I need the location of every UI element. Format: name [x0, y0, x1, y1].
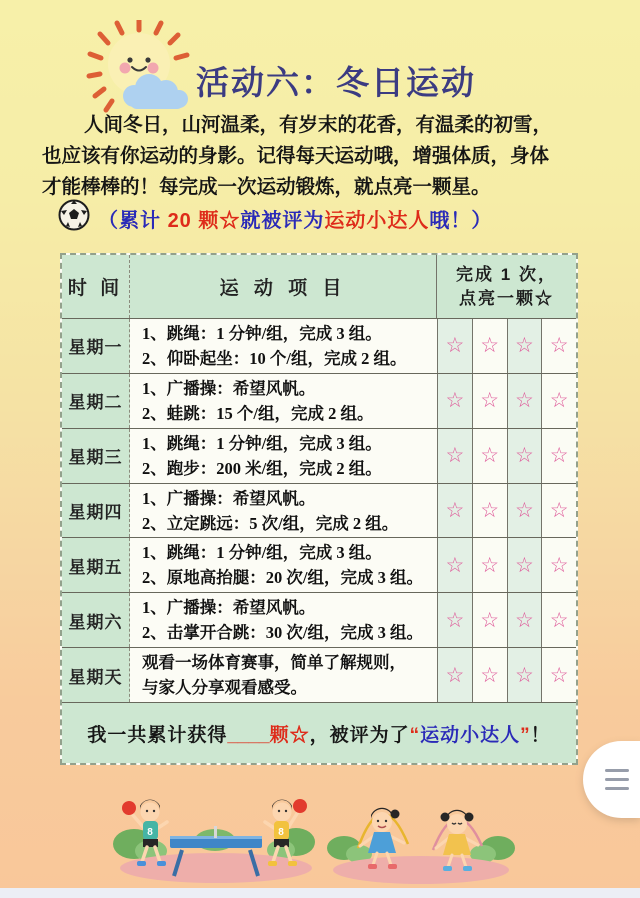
star-icon: ☆: [514, 388, 534, 413]
star-icon: ☆: [480, 388, 500, 413]
star-icon: ☆: [445, 443, 465, 468]
day-label: 星期四: [62, 484, 130, 538]
star-icon: ☆: [480, 607, 500, 632]
hamburger-menu-icon: [605, 769, 629, 790]
star-cell: [472, 429, 507, 483]
star-icon: ☆: [514, 498, 534, 522]
soccer-ball-icon: [58, 199, 90, 237]
activity-cell: [130, 538, 437, 592]
activity-line: 2、跑步：200 米/组，完成 2 组。: [142, 458, 382, 478]
exercise-table: [60, 253, 578, 765]
column-header-activity: 运 动 项 目: [130, 255, 437, 318]
activity-cell: [130, 484, 437, 538]
column-header-time: 时 间: [62, 255, 130, 318]
text-segment: 20 颗: [167, 209, 220, 232]
summary-text: [87, 720, 550, 747]
star-icon: ☆: [480, 498, 500, 522]
activity-line: 1、广播操：希望风帆。: [142, 598, 316, 618]
activity-line: 观看一场体育赛事，简单了解规则，: [142, 653, 406, 673]
star-cell: [472, 593, 507, 647]
text-segment: （累计: [98, 209, 168, 232]
star-cell: [472, 319, 507, 373]
table-row: [62, 593, 576, 648]
star-icon: ☆: [549, 552, 569, 577]
text-segment: ！: [530, 724, 551, 746]
star-cell: [507, 593, 542, 647]
star-cell: [437, 429, 472, 483]
star-cell: [437, 484, 472, 538]
star-cell: [507, 374, 542, 428]
star-icon: ☆: [549, 388, 569, 413]
star-cell: [507, 648, 542, 702]
intro-line: 才能棒棒的！每完成一次运动锻炼，就点亮一颗星。: [42, 177, 491, 198]
star-cell: [541, 648, 576, 702]
text-segment: 就被评为: [240, 209, 325, 232]
text-segment: 颗☆: [269, 724, 310, 746]
star-cell: [541, 593, 576, 647]
text-segment: ____: [227, 724, 270, 746]
star-icon: ☆: [445, 662, 465, 687]
activity-cell: [130, 429, 437, 483]
star-icon: ☆: [445, 333, 465, 358]
text-segment: “: [409, 724, 421, 746]
star-cell: [472, 648, 507, 702]
day-label: 星期一: [62, 319, 130, 373]
table-row: [62, 538, 576, 593]
goal-note-text: [98, 204, 492, 233]
star-cell: [437, 319, 472, 373]
activity-line: 1、跳绳：1 分钟/组，完成 3 组。: [142, 543, 382, 563]
intro-line: 人间冬日，山河温柔，有岁末的花香，有温柔的初雪，: [84, 115, 553, 136]
activity-line: 2、立定跳远：5 次/组，完成 2 组。: [142, 513, 399, 533]
stars-header-line: 点亮一颗☆: [459, 288, 554, 308]
activity-cell: [130, 648, 437, 702]
activity-cell: [130, 319, 437, 373]
star-cell: [437, 648, 472, 702]
star-cell: [541, 319, 576, 373]
star-cell: [472, 484, 507, 538]
star-icon: ☆: [445, 607, 465, 632]
star-cell: [507, 538, 542, 592]
floating-menu-button[interactable]: [583, 741, 640, 818]
table-row: [62, 648, 576, 703]
star-icon: ☆: [480, 443, 500, 468]
activity-line: 2、原地高抬腿：20 次/组，完成 3 组。: [142, 568, 423, 588]
star-cell: [507, 319, 542, 373]
text-segment: 运动小达人: [324, 209, 430, 232]
day-label: 星期三: [62, 429, 130, 483]
text-segment: ☆: [219, 209, 241, 232]
star-icon: ☆: [549, 333, 569, 358]
svg-text:8: 8: [278, 827, 284, 838]
table-tennis-illustration: [110, 784, 322, 893]
star-icon: ☆: [514, 552, 534, 577]
activity-line: 1、广播操：希望风帆。: [142, 488, 316, 508]
table-header-row: [62, 255, 576, 319]
activity-line: 2、仰卧起坐：10 个/组，完成 2 组。: [142, 348, 407, 368]
goal-note: [58, 199, 492, 237]
intro-paragraph: [42, 110, 602, 203]
star-icon: ☆: [445, 388, 465, 413]
star-cell: [472, 538, 507, 592]
text-segment: 我一共累计获得: [87, 724, 228, 746]
stars-header-line: 完成 1 次，: [456, 264, 557, 284]
star-cell: [541, 538, 576, 592]
star-icon: ☆: [445, 498, 465, 522]
table-body: [62, 319, 576, 703]
day-label: 星期二: [62, 374, 130, 428]
star-icon: ☆: [549, 443, 569, 468]
star-icon: ☆: [514, 662, 534, 687]
text-segment: ”: [520, 724, 531, 746]
activity-line: 2、蛙跳：15 个/组，完成 2 组。: [142, 403, 374, 423]
table-row: [62, 484, 576, 539]
summary-row: [62, 703, 576, 763]
activity-line: 1、广播操：希望风帆。: [142, 378, 316, 398]
text-segment: 运动小达人: [420, 724, 521, 746]
star-icon: ☆: [514, 443, 534, 468]
text-segment: 哦！）: [429, 209, 493, 232]
star-cell: [541, 374, 576, 428]
svg-text:8: 8: [147, 827, 153, 838]
star-cell: [437, 538, 472, 592]
intro-line: 也应该有你运动的身影。记得每天运动哦，增强体质，身体: [42, 146, 550, 167]
activity-line: 与家人分享观看感受。: [142, 678, 307, 698]
star-cell: [472, 374, 507, 428]
star-icon: ☆: [514, 333, 534, 358]
activity-line: 1、跳绳：1 分钟/组，完成 3 组。: [142, 323, 382, 343]
star-icon: ☆: [514, 607, 534, 632]
day-label: 星期天: [62, 648, 130, 702]
activity-cell: [130, 374, 437, 428]
star-icon: ☆: [480, 552, 500, 577]
star-icon: ☆: [549, 607, 569, 632]
page-title: 活动六：冬日运动: [196, 64, 476, 101]
table-row: [62, 374, 576, 429]
star-cell: [437, 374, 472, 428]
star-icon: ☆: [480, 662, 500, 687]
activity-cell: [130, 593, 437, 647]
star-cell: [507, 429, 542, 483]
column-header-stars: [437, 255, 576, 318]
text-segment: ，被评为了: [309, 724, 410, 746]
table-row: [62, 319, 576, 374]
activity-line: 2、击掌开合跳：30 次/组，完成 3 组。: [142, 623, 423, 643]
star-cell: [507, 484, 542, 538]
day-label: 星期五: [62, 538, 130, 592]
day-label: 星期六: [62, 593, 130, 647]
bottom-strip: [0, 888, 640, 898]
star-icon: ☆: [445, 552, 465, 577]
activity-line: 1、跳绳：1 分钟/组，完成 3 组。: [142, 433, 382, 453]
rope-skipping-illustration: [326, 790, 518, 893]
table-row: [62, 429, 576, 484]
star-cell: [541, 484, 576, 538]
star-cell: [541, 429, 576, 483]
star-icon: ☆: [480, 333, 500, 358]
star-icon: ☆: [549, 498, 569, 522]
star-cell: [437, 593, 472, 647]
star-icon: ☆: [549, 662, 569, 687]
